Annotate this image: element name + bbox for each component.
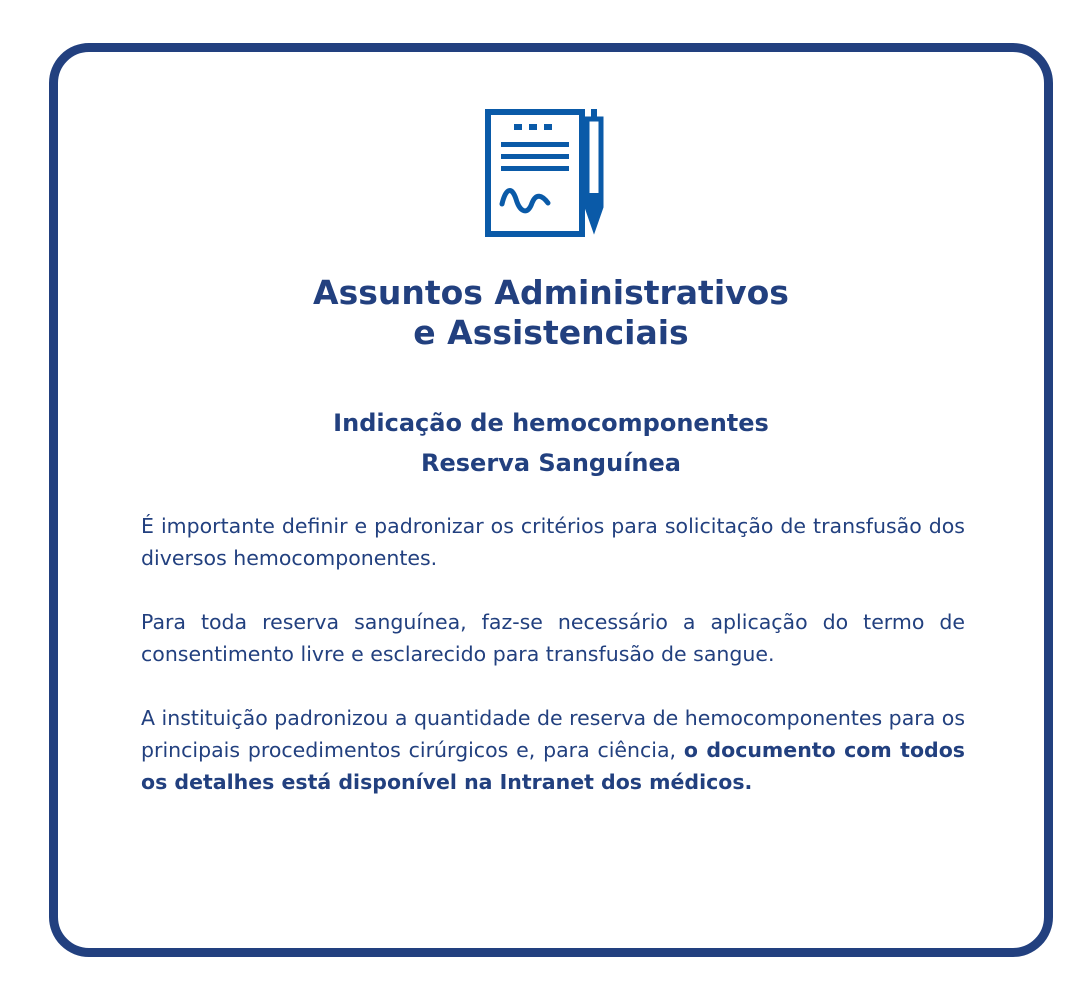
- paragraph-2: Para toda reserva sanguínea, faz-se necessário a aplicação do termo de consentimento livre e esclarecido para transfusão de sangue.: [141, 610, 965, 666]
- paragraph-3: [141, 702, 965, 798]
- paragraph-3-highlight: o documento com todos os detalhes está disponível na Intranet dos médicos.: [141, 738, 965, 794]
- page-title: [58, 273, 1044, 353]
- section-subtitle: [58, 403, 1044, 483]
- title-line-2: e Assistenciais: [413, 313, 689, 352]
- info-card: [49, 43, 1053, 957]
- body-text: [141, 510, 965, 798]
- paragraph-3-text: A instituição padronizou a quantidade de reserva de hemocomponentes para os principais procedimentos cirúrgicos e, para ciência,: [141, 706, 965, 762]
- subtitle-line-2: Reserva Sanguínea: [421, 449, 681, 477]
- title-line-1: Assuntos Administrativos: [313, 273, 789, 312]
- subtitle-line-1: Indicação de hemocomponentes: [333, 409, 769, 437]
- paragraph-1: É importante definir e padronizar os critérios para solicitação de transfusão dos diversos hemocomponentes.: [141, 514, 965, 570]
- document-with-pen-icon: [476, 99, 616, 239]
